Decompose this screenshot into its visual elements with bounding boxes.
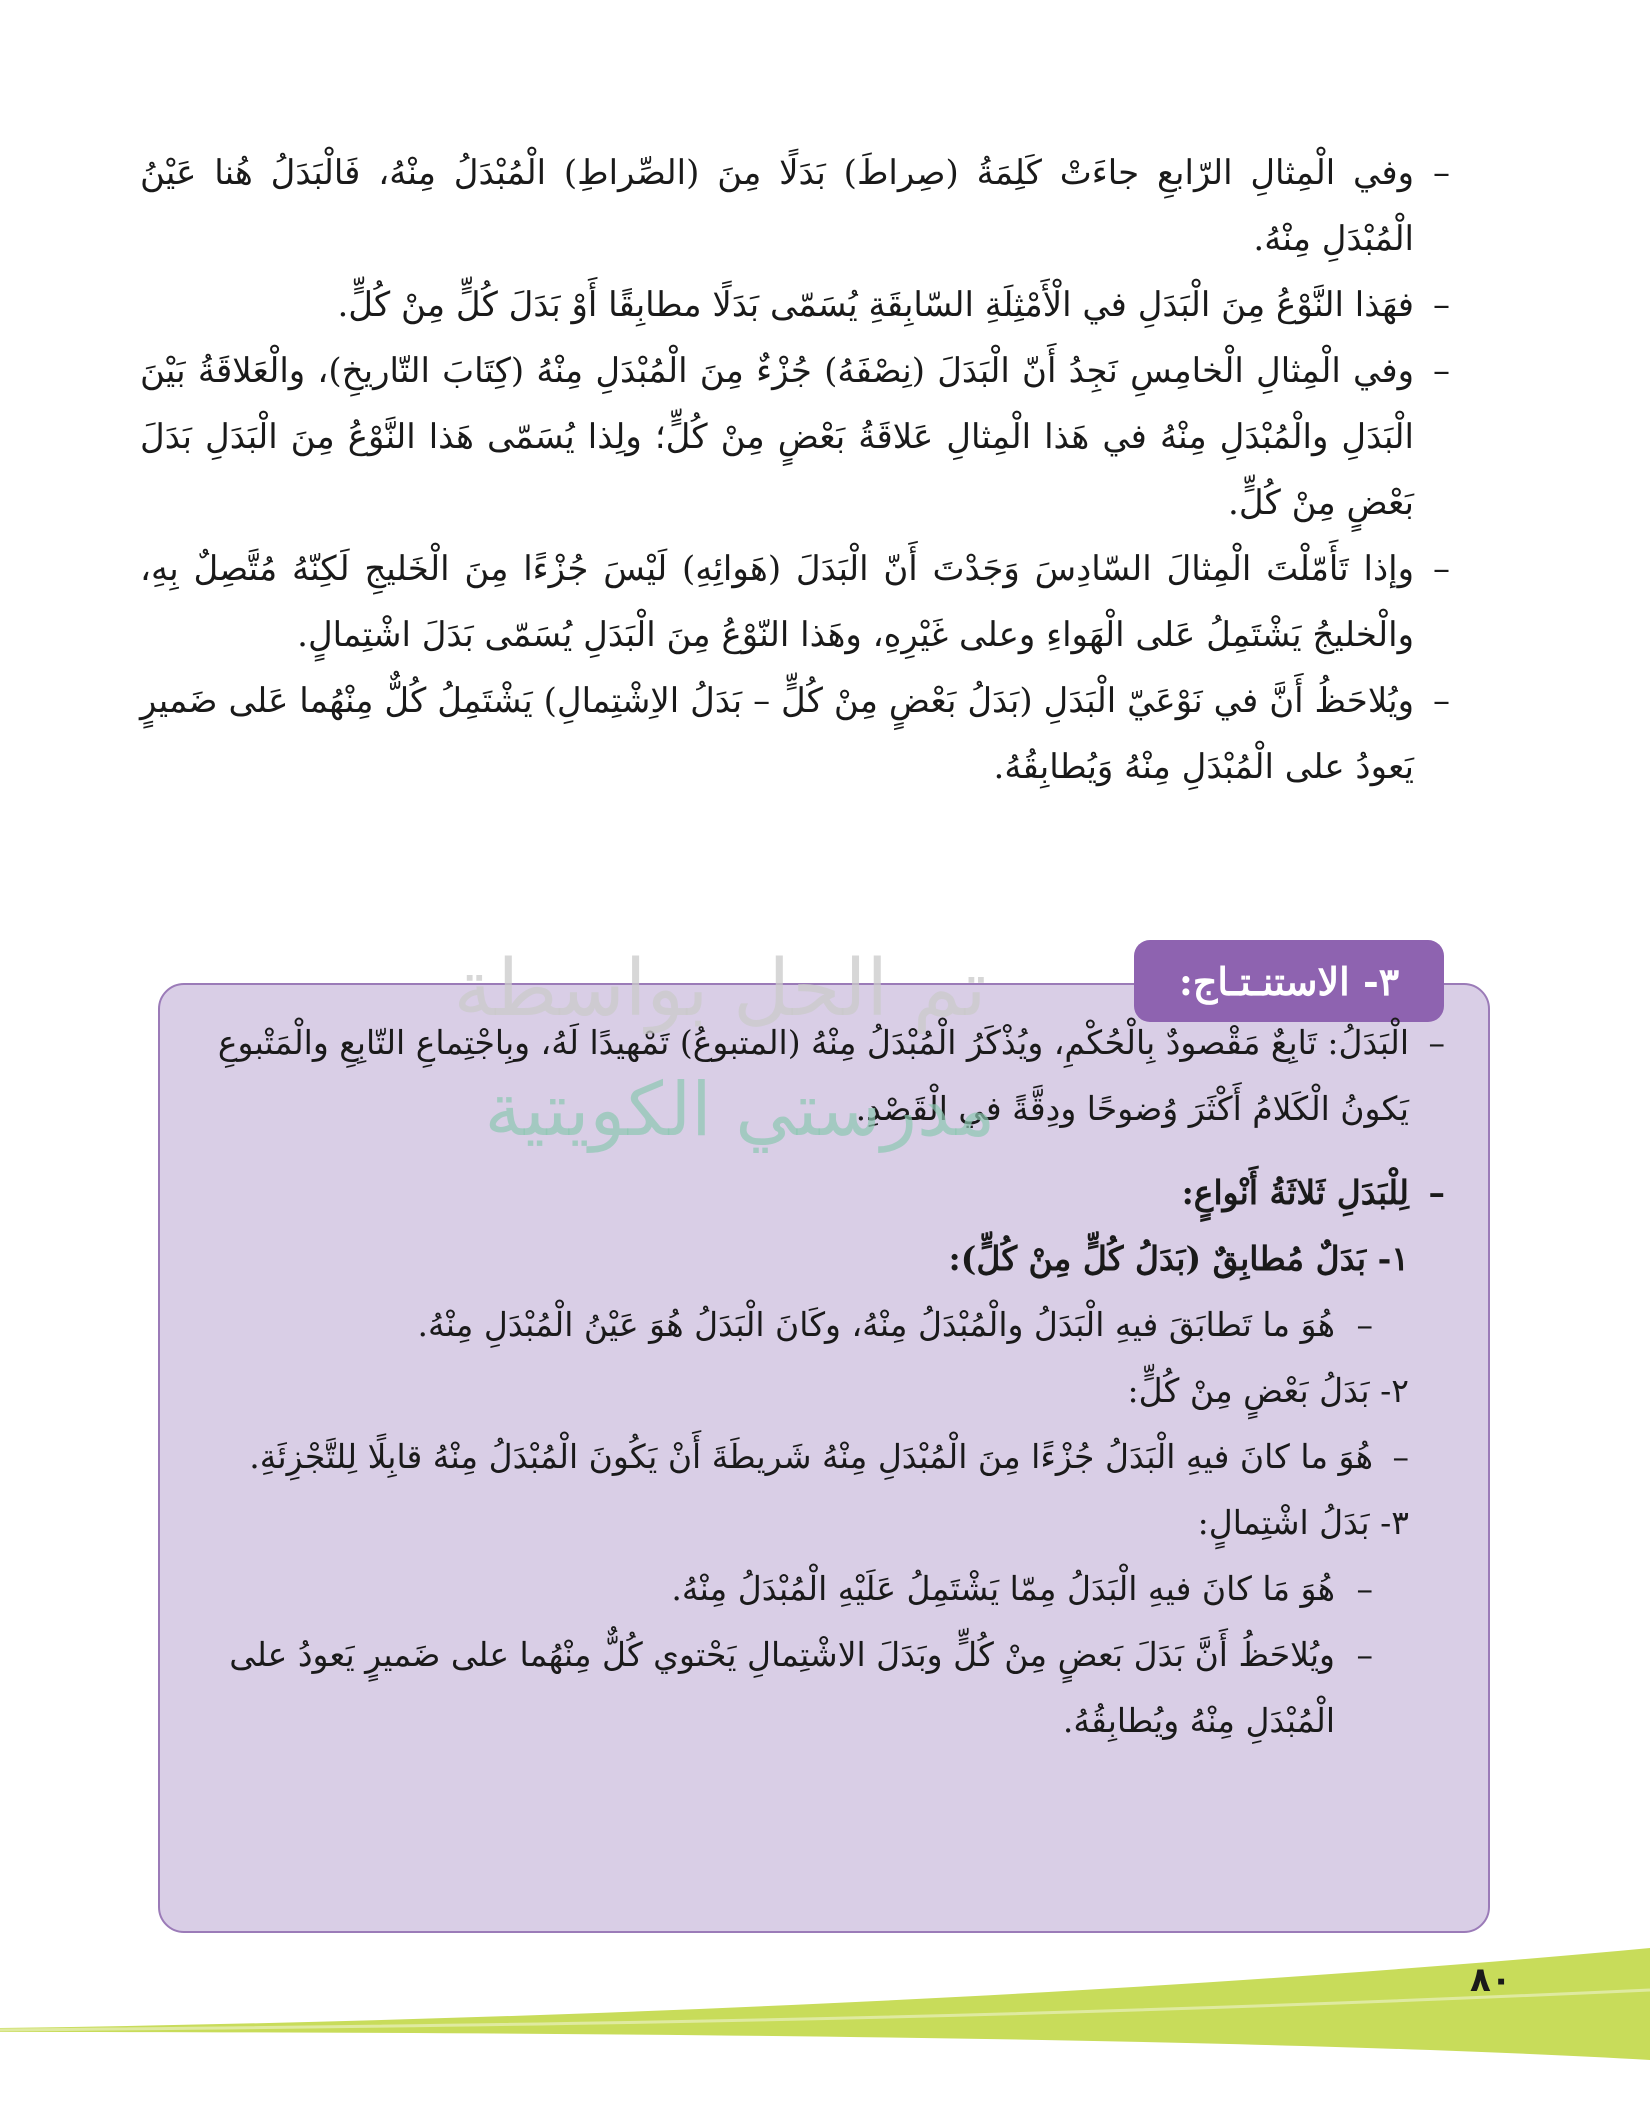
type1-desc-text: هُوَ ما تَطابَقَ فيهِ الْبَدَلُ والْمُبْدَلُ مِنْهُ، وكَانَ الْبَدَلُ هُوَ عَيْنُ الْمُبْدَلِ مِنْهُ. (417, 1305, 1335, 1344)
conclusion-title: ٣- الاستنـتـاج: (1134, 940, 1444, 1022)
conclusion-note (180, 1622, 1445, 1754)
type2-title-text: ٢- بَدَلُ بَعْضٍ مِنْ كُلٍّ: (1127, 1371, 1409, 1410)
bullet-dash: – (1392, 1437, 1409, 1476)
bullet-dash: – (1356, 1635, 1373, 1674)
type3-title-text: ٣- بَدَلُ اشْتِمالٍ: (1197, 1503, 1409, 1542)
bullet-dash: – (1433, 153, 1450, 193)
type1-desc (180, 1292, 1445, 1358)
page-number: ٨٠ (1470, 1960, 1512, 2000)
definition (180, 1010, 1445, 1142)
paragraph-text: وفي الْمِثالِ الرّابعِ جاءَتْ كَلِمَةُ (صِراطَ) بَدَلًا مِنَ (الصِّراطِ) الْمُبْدَلُ مِنْهُ، فَالْبَدَلُ هُنا عَيْنُ الْمُبْدَلِ مِنْهُ. (140, 153, 1414, 259)
paragraph-fifth-example (140, 338, 1450, 536)
type3-desc-text: هُوَ مَا كانَ فيهِ الْبَدَلُ مِمّا يَشْتَمِلُ عَلَيْهِ الْمُبْدَلُ مِنْهُ. (671, 1569, 1335, 1608)
watermark-line1: تم الحل بواسطة (453, 944, 987, 1034)
bullet-dash: – (1433, 681, 1450, 721)
paragraph-matching-type (140, 272, 1450, 338)
type1-title-text: ١- بَدَلٌ مُطابِقٌ (بَدَلُ كُلٍّ مِنْ كُلٍّ): (948, 1239, 1409, 1278)
watermark-line2: مدرستي الكويتية (484, 1067, 996, 1153)
definition-text: الْبَدَلُ: تَابِعٌ مَقْصودٌ بِالْحُكْمِ، ويُذْكَرُ الْمُبْدَلُ مِنْهُ (المتبوعُ) تَمْهيدًا لَهُ، وبِاجْتِماعِ التّابِعِ والْمَتْبوعِ يَكونُ الْكَلامُ أَكْثَرَ وُضوحًا ودِقَّةً في الْقَصْدِ. (217, 1023, 1409, 1128)
paragraph-fourth-example (140, 140, 1450, 272)
type1-title (180, 1226, 1445, 1292)
bullet-dash: – (1428, 1173, 1445, 1212)
type2-desc (180, 1424, 1445, 1490)
conclusion-note-text: ويُلاحَظُ أَنَّ بَدَلَ بَعضٍ مِنْ كُلٍّ وبَدَلَ الاشْتِمالِ يَحْتوي كُلٌّ مِنْهُما على ضَميرٍ يَعودُ على الْمُبْدَلِ مِنْهُ ويُطابِقُهُ. (229, 1635, 1335, 1740)
bullet-dash: – (1433, 549, 1450, 589)
paragraph-text: ويُلاحَظُ أَنَّ في نَوْعَيّ الْبَدَلِ (بَدَلُ بَعْضٍ مِنْ كُلٍّ – بَدَلُ الاِشْتِمالِ) يَشْتَمِلُ كُلٌّ مِنْهُما عَلى ضَميرٍ يَعودُ على الْمُبْدَلِ مِنْهُ وَيُطابِقُهُ. (140, 681, 1414, 787)
bullet-dash: – (1356, 1305, 1373, 1344)
type2-desc-text: هُوَ ما كانَ فيهِ الْبَدَلُ جُزْءًا مِنَ الْمُبْدَلِ مِنْهُ شَريطَةَ أَنْ يَكُونَ الْمُبْدَلُ مِنْهُ قابِلًا لِلتَّجْزِئَةِ. (249, 1437, 1373, 1476)
lesson-text (140, 140, 1450, 800)
types-heading (180, 1160, 1445, 1226)
bullet-dash: – (1433, 285, 1450, 325)
bullet-dash: – (1356, 1569, 1373, 1608)
bullet-dash: – (1428, 1023, 1445, 1062)
paragraph-text: فهَذا النَّوْعُ مِنَ الْبَدَلِ في الْأَمْثِلَةِ السّابِقَةِ يُسَمّى بَدَلًا مطابِقًا أَوْ بَدَلَ كُلٍّ مِنْ كُلٍّ. (337, 285, 1414, 325)
bullet-dash: – (1433, 351, 1450, 391)
paragraph-text: وفي الْمِثالِ الْخامِسِ نَجِدُ أَنّ الْبَدَلَ (نِصْفَهُ) جُزْءٌ مِنَ الْمُبْدَلِ مِنْهُ (كِتَابَ التّاريخِ)، والْعَلاقَةُ بَيْنَ الْبَدَلِ والْمُبْدَلِ مِنْهُ في هَذا الْمِثالِ عَلاقَةُ بَعْضٍ مِنْ كُلٍّ؛ ولِذا يُسَمّى هَذا النَّوْعُ مِنَ الْبَدَلِ بَدَلَ بَعْضٍ مِنْ كُلٍّ. (140, 351, 1414, 523)
type2-title (180, 1358, 1445, 1424)
type3-desc (180, 1556, 1445, 1622)
paragraph-sixth-example (140, 536, 1450, 668)
type3-title (180, 1490, 1445, 1556)
types-heading-text: لِلْبَدَلِ ثَلاثَةُ أَنْواعٍ: (1181, 1173, 1409, 1212)
paragraph-text: وإذا تَأَمّلْتَ الْمِثالَ السّادِسَ وَجَدْتَ أَنّ الْبَدَلَ (هَوائِهِ) لَيْسَ جُزْءًا مِنَ الْخَليجِ لَكِنّهُ مُتَّصِلٌ بِهِ، والْخليجُ يَشْتَمِلُ عَلى الْهَواءِ وعلى غَيْرِهِ، وهَذا النّوْعُ مِنَ الْبَدَلِ يُسَمّى بَدَلَ اشْتِمالٍ. (140, 549, 1414, 655)
footer-decoration (0, 1940, 1650, 2122)
paragraph-note (140, 668, 1450, 800)
conclusion-content (180, 1010, 1445, 1754)
